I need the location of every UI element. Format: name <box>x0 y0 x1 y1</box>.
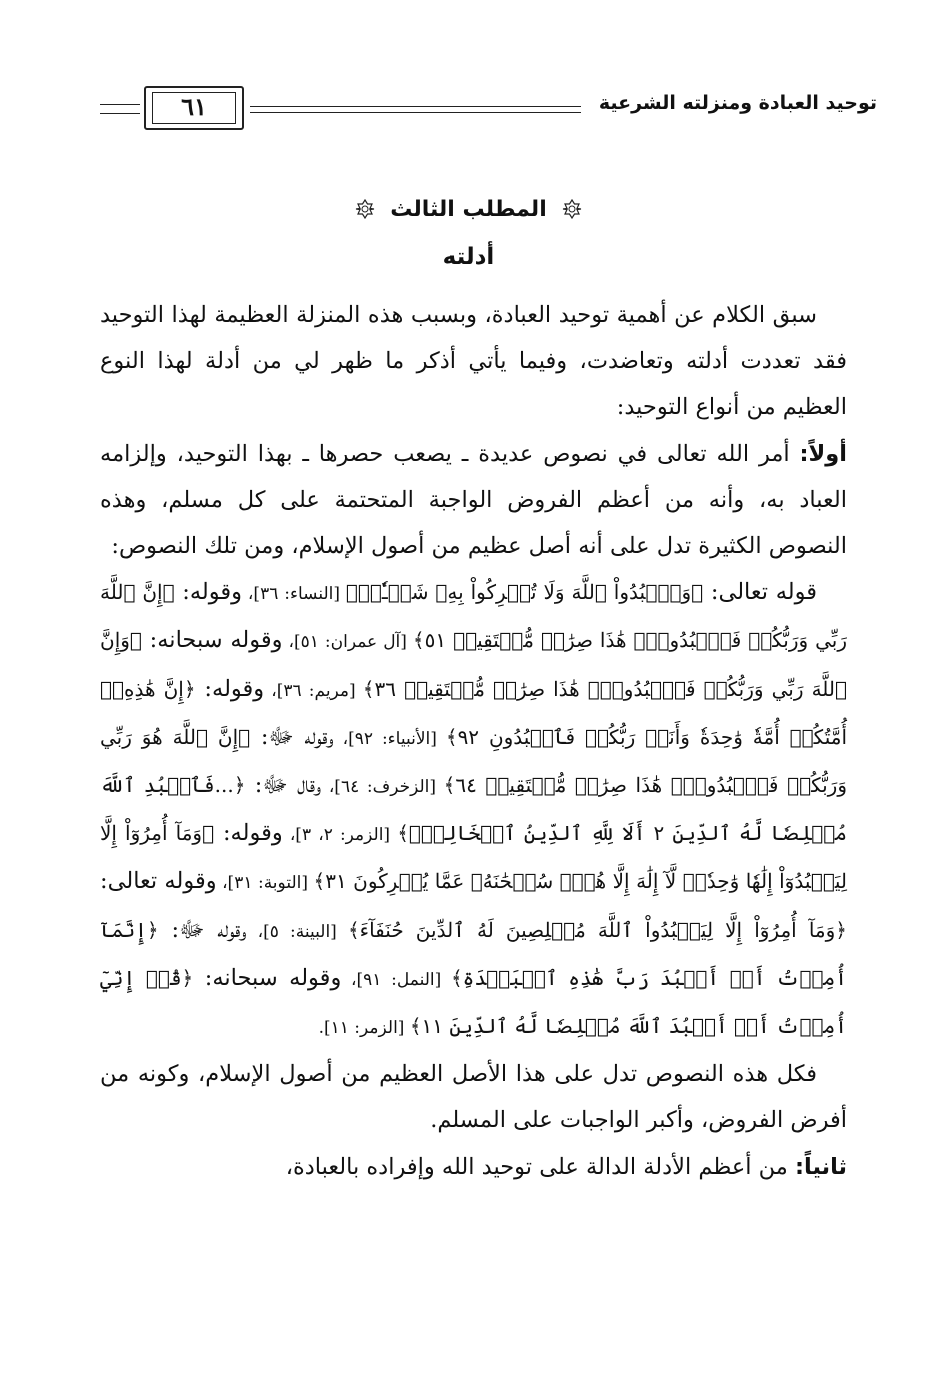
header-rule-left <box>100 104 140 114</box>
section-heading-text: المطلب الثالث <box>390 197 547 222</box>
verse-reference: [الزمر: ١١]. <box>318 1018 410 1039</box>
star-ornament-icon <box>562 199 582 219</box>
verses-paragraph <box>100 569 847 1051</box>
quran-verse: ﴿إِنَّ هَٰذِهِۦٓ أُمَّتُكُمۡ أُمَّةٗ وَٰحِدَةٗ وَأَنَا۠ رَبُّكُمۡ فَٱعۡبُدُونِ ٩٢﴾ <box>100 676 847 749</box>
verse-reference: [التوبة: ٣١]، <box>216 873 314 894</box>
verse-intro: قوله تعالى: <box>703 579 818 606</box>
quran-verse: ﴿وَمَآ أُمِرُوٓاْ إِلَّا لِيَعۡبُدُوٓاْ إِلَٰهٗا وَٰحِدٗاۖ لَّآ إِلَٰهَ إِلَّا هُوَۚ سُبۡحَٰنَهُۥ عَمَّا يُشۡرِكُونَ ٣١﴾ <box>100 821 848 894</box>
verse-reference: [الأنبياء: ٩٢]، <box>333 728 446 749</box>
verse-reference: [آل عمران: ٥١]، <box>282 632 413 653</box>
quran-verse: ﴿إِنَّمَآ أُمِرۡتُ أَنۡ أَعۡبُدَ رَبَّ هَٰذِهِ ٱلۡبَلۡدَةِ﴾ <box>100 917 847 990</box>
point-label: ثانياً: <box>795 1153 847 1180</box>
verse-intro: وقوله ﷻ: <box>250 723 334 750</box>
quran-verse: ﴿وَٱعۡبُدُواْ ٱللَّهَ وَلَا تُشۡرِكُواْ بِهِۦ شَيۡـٔٗاۖ﴾ <box>345 580 704 605</box>
verse-intro: وقوله: <box>195 675 265 702</box>
quran-verse: ﴿قُلۡ إِنِّيٓ أُمِرۡتُ أَنۡ أَعۡبُدَ ٱللَّهَ مُخۡلِصٗا لَّهُ ٱلدِّينَ ١١﴾ <box>100 965 847 1039</box>
verse-intro: وقوله سبحانه: <box>141 627 283 654</box>
section-heading <box>0 197 937 222</box>
verse-reference: [البينة: ٥]، <box>246 921 348 942</box>
verse-reference: [الزخرف: ٦٤]، <box>321 777 444 798</box>
verse-intro: وقوله سبحانه: <box>193 964 342 991</box>
verse-intro: وقوله تعالى: <box>100 868 217 895</box>
quran-verse: ﴿وَمَآ أُمِرُوٓاْ إِلَّا لِيَعۡبُدُواْ ٱللَّهَ مُخۡلِصِينَ لَهُ ٱلدِّينَ حُنَفَآءَ﴾ <box>347 917 848 942</box>
verse-reference: [النمل: ٩١]، <box>341 969 451 990</box>
verse-intro: وقوله: <box>214 820 283 847</box>
verse-reference: [مريم: ٣٦]، <box>264 680 363 701</box>
page-number: ٦١ <box>181 92 207 121</box>
star-ornament-icon <box>355 199 375 219</box>
verse-reference: [النساء: ٣٦]، <box>242 584 346 605</box>
point-label: أولاً: <box>799 440 847 467</box>
quran-verse: ﴿وَإِنَّ ٱللَّهَ رَبِّي وَرَبُّكُمۡ فَٱعۡبُدُوهُۚ هَٰذَا صِرَٰطٞ مُّسۡتَقِيمٞ ٣٦﴾ <box>100 628 848 701</box>
header-rule <box>250 112 581 113</box>
verse-intro: وقوله ﷻ: <box>158 916 247 943</box>
quran-verse: ﴿إِنَّ ٱللَّهَ هُوَ رَبِّي وَرَبُّكُمۡ فَٱعۡبُدُوهُۚ هَٰذَا صِرَٰطٞ مُّسۡتَقِيمٞ ٦٤﴾ <box>100 724 848 798</box>
page-number-box <box>144 86 244 130</box>
verse-reference: [الزمر: ٢، ٣]، <box>282 825 398 846</box>
header-rule <box>250 106 581 107</box>
quran-verse: ﴿...فَٱعۡبُدِ ٱللَّهَ مُخۡلِصٗا لَّهُ ٱلدِّينَ ٢ أَلَا لِلَّهِ ٱلدِّينُ ٱلۡخَالِصُۚ﴾ <box>100 773 848 846</box>
quran-verse: ﴿إِنَّ ٱللَّهَ رَبِّي وَرَبُّكُمۡ فَٱعۡبُدُوهُۚ هَٰذَا صِرَٰطٞ مُّسۡتَقِيمٞ ٥١﴾ <box>100 580 847 653</box>
paragraph-text: أمر الله تعالى في نصوص عديدة ـ يصعب حصرها ـ بهذا التوحيد، وإلزامه العباد به، وأنه من أعظم الفروض الواجبة المتحتمة على كل مسلم، وهذه النصوص الكثيرة تدل على أنه أصل عظيم من أصول الإسلام، ومن تلك النصوص: <box>100 440 847 560</box>
body-text <box>100 292 847 1190</box>
paragraph-intro: سبق الكلام عن أهمية توحيد العبادة، وبسبب هذه المنزلة العظيمة لهذا التوحيد فقد تعددت أدلته وتعاضدت، وفيما يأتي أذكر ما ظهر لي من أدلة لهذا النوع العظيم من أنواع التوحيد: <box>100 302 847 421</box>
subheading: أدلته <box>442 244 495 270</box>
verse-intro: وقال ﷻ: <box>245 772 322 799</box>
verse-intro: وقوله: <box>174 579 242 606</box>
page-header <box>100 86 877 142</box>
running-title: توحيد العبادة ومنزلته الشرعية <box>598 92 877 114</box>
paragraph-text: من أعظم الأدلة الدالة على توحيد الله وإفراده بالعبادة، <box>285 1153 788 1180</box>
paragraph-second <box>100 1144 847 1190</box>
paragraph-first <box>100 431 847 570</box>
paragraph-summary: فكل هذه النصوص تدل على هذا الأصل العظيم من أصول الإسلام، وكونه من أفرض الفروض، وأكبر الواجبات على المسلم. <box>100 1061 847 1134</box>
